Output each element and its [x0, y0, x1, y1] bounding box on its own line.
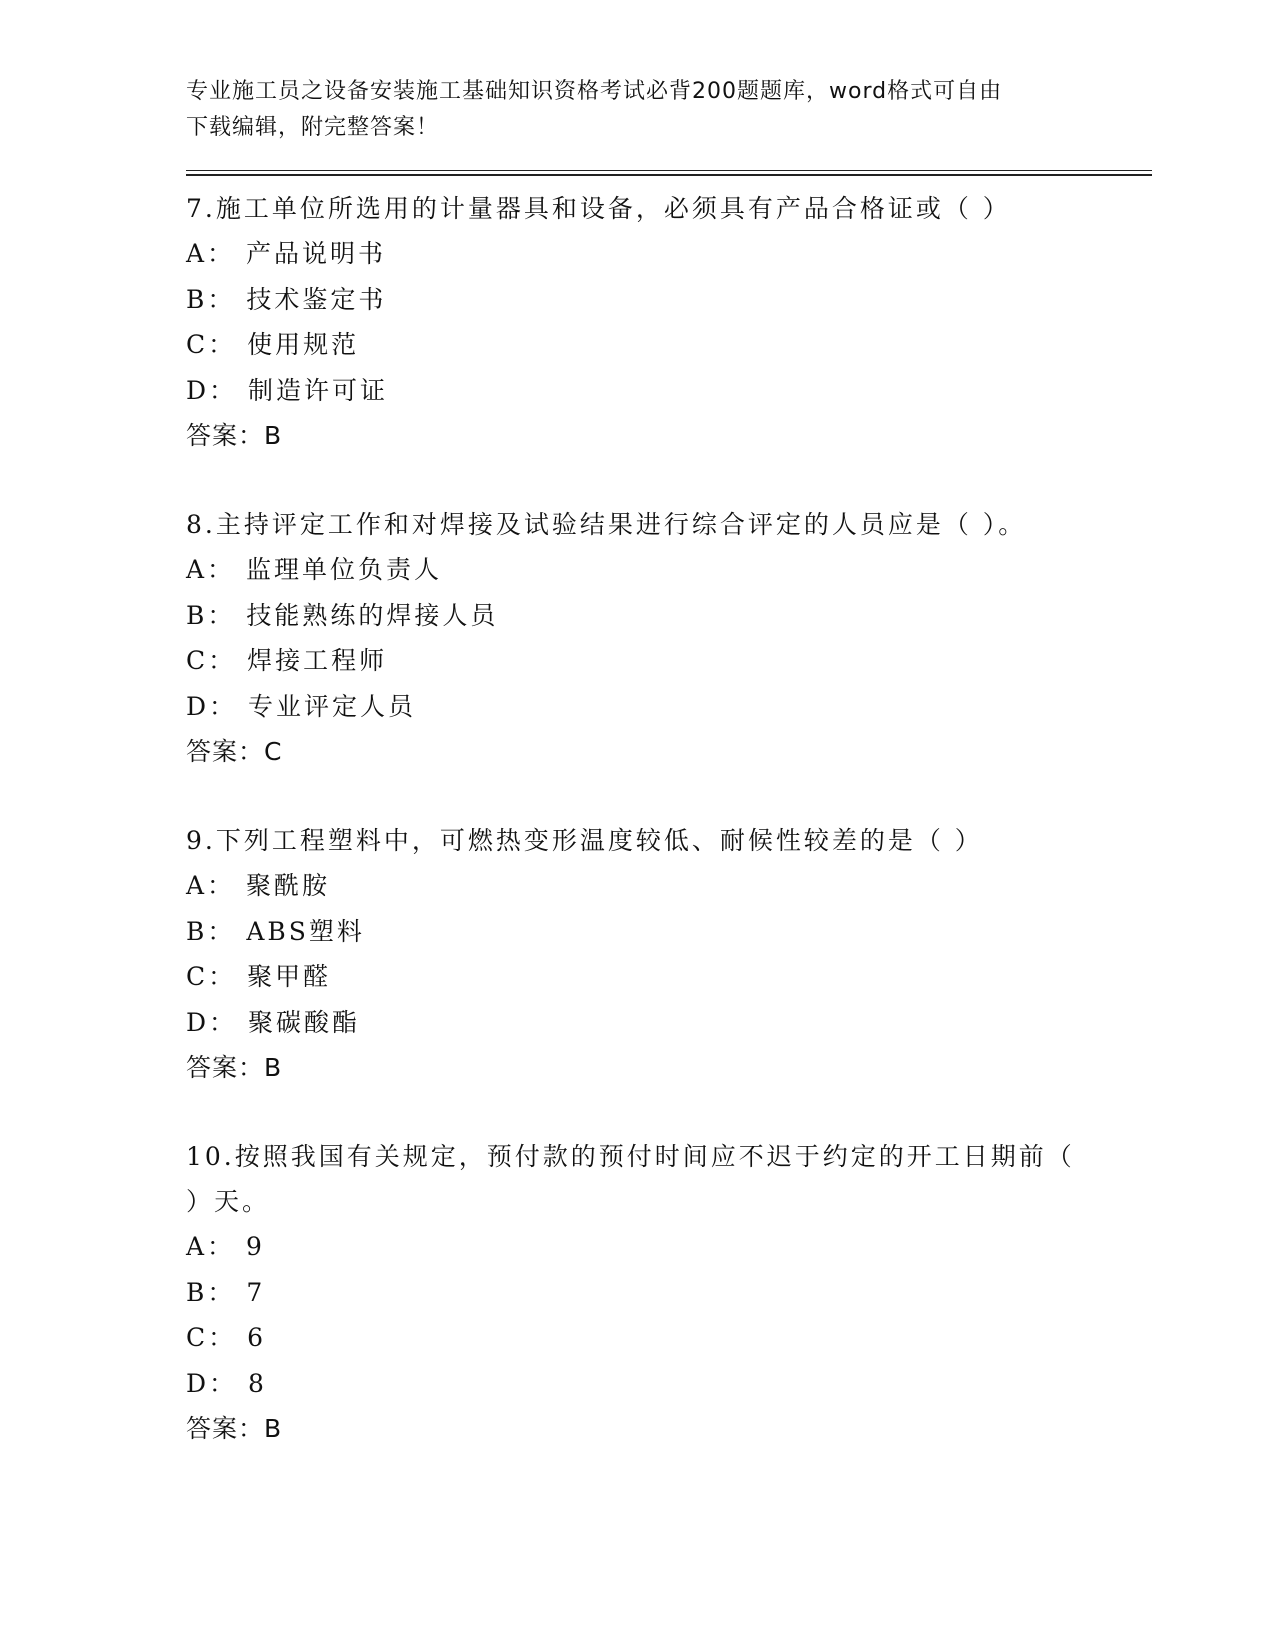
option-text: 聚甲醛 — [247, 962, 332, 991]
question-8 — [186, 502, 1086, 774]
answer-line: 答案：B — [186, 421, 283, 450]
option-c — [186, 322, 1086, 368]
option-label: D： — [186, 1007, 238, 1037]
answer-line: 答案：C — [186, 737, 283, 766]
option-d — [186, 368, 1086, 414]
option-a — [186, 863, 1086, 909]
option-label: C： — [186, 646, 237, 675]
option-d — [186, 684, 1086, 730]
option-label: B： — [186, 1277, 236, 1307]
question-10 — [186, 1134, 1086, 1451]
question-7 — [186, 186, 1086, 458]
question-stem: 10.按照我国有关规定，预付款的预付时间应不迟于约定的开工日期前（ ）天。 — [186, 1142, 1075, 1216]
option-label: A： — [186, 1232, 236, 1261]
question-stem: 9.下列工程塑料中，可燃热变形温度较低、耐候性较差的是（ ） — [186, 826, 983, 855]
option-a — [186, 1224, 1086, 1270]
option-label: C： — [186, 330, 237, 359]
answer-line: 答案：B — [186, 1053, 283, 1082]
option-text: ABS塑料 — [246, 916, 365, 946]
option-text: 监理单位负责人 — [246, 555, 443, 584]
header-divider-thin — [186, 170, 1152, 171]
header-divider-thick — [186, 174, 1152, 176]
option-label: D： — [186, 375, 238, 405]
option-label: A： — [186, 871, 236, 900]
option-label: D： — [186, 691, 238, 721]
option-label: B： — [186, 600, 236, 630]
option-text: 使用规范 — [247, 330, 360, 359]
option-b — [186, 593, 1086, 639]
option-text: 技能熟练的焊接人员 — [246, 600, 499, 630]
option-text: 8 — [248, 1368, 267, 1398]
option-c — [186, 1315, 1086, 1361]
question-stem: 7.施工单位所选用的计量器具和设备，必须具有产品合格证或（ ） — [186, 194, 1011, 223]
option-label: A： — [186, 239, 236, 268]
option-c — [186, 638, 1086, 684]
option-label: D： — [186, 1368, 238, 1398]
option-b — [186, 909, 1086, 955]
option-c — [186, 954, 1086, 1000]
option-d — [186, 1000, 1086, 1046]
option-label: A： — [186, 555, 236, 584]
option-text: 聚酰胺 — [246, 871, 331, 900]
option-a — [186, 231, 1086, 277]
question-9 — [186, 818, 1086, 1090]
option-label: B： — [186, 284, 236, 314]
option-b — [186, 277, 1086, 323]
document-header — [186, 74, 1086, 146]
option-text: 制造许可证 — [248, 375, 389, 405]
option-text: 6 — [247, 1323, 266, 1352]
option-label: C： — [186, 962, 237, 991]
option-text: 7 — [246, 1277, 266, 1307]
question-list — [186, 186, 1086, 1495]
option-text: 焊接工程师 — [247, 646, 388, 675]
option-label: C： — [186, 1323, 237, 1352]
option-text: 专业评定人员 — [248, 691, 417, 721]
answer-line: 答案：B — [186, 1414, 283, 1443]
option-text: 技术鉴定书 — [246, 284, 387, 314]
header-line-1: 专业施工员之设备安装施工基础知识资格考试必背200题题库，word格式可自由 — [186, 79, 1003, 104]
option-text: 9 — [246, 1232, 265, 1261]
question-stem: 8.主持评定工作和对焊接及试验结果进行综合评定的人员应是（ ）。 — [186, 510, 1027, 539]
option-label: B： — [186, 916, 236, 946]
header-line-2: 下载编辑，附完整答案！ — [186, 115, 440, 140]
option-a — [186, 547, 1086, 593]
option-text: 聚碳酸酯 — [248, 1007, 361, 1037]
option-text: 产品说明书 — [246, 239, 387, 268]
option-d — [186, 1361, 1086, 1407]
option-b — [186, 1270, 1086, 1316]
